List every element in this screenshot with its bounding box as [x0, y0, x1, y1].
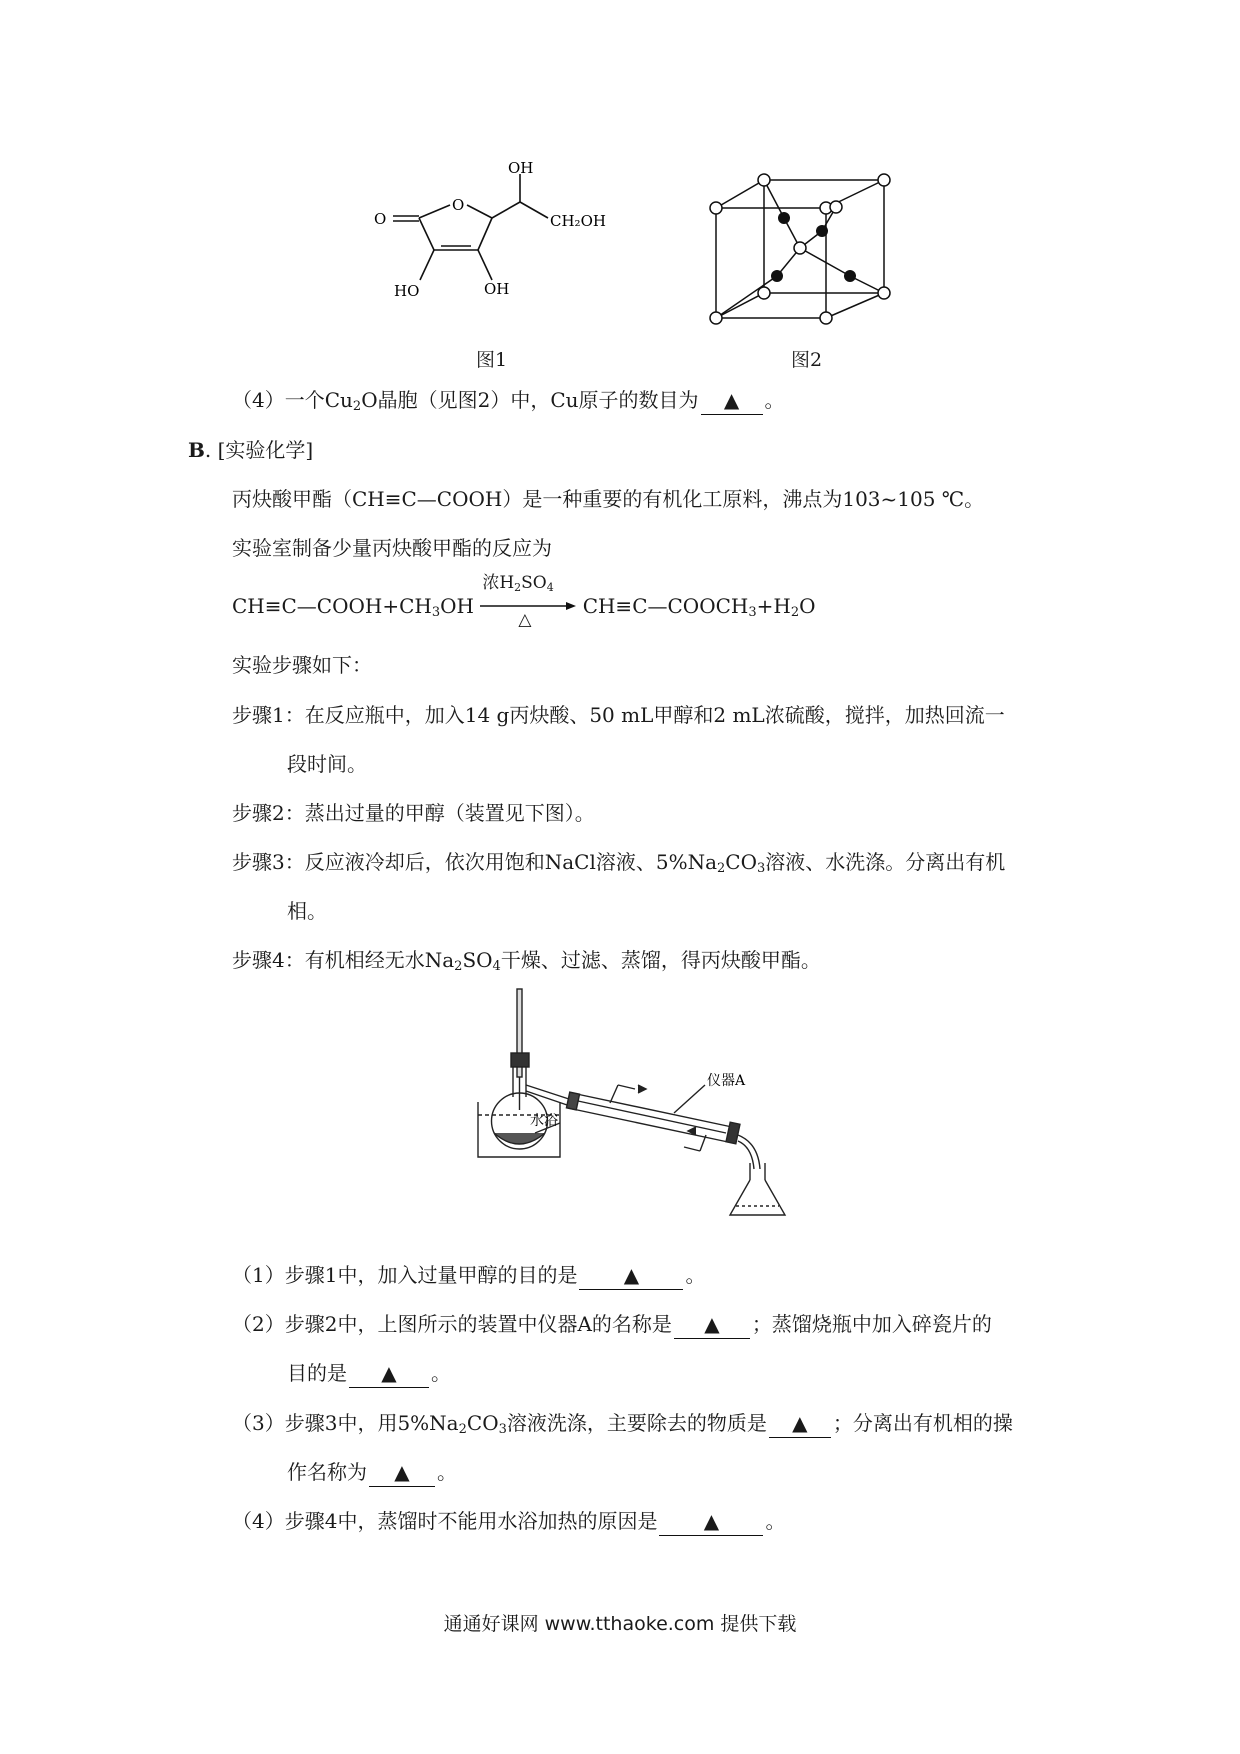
page-footer: 通通好课网 www.tthaoke.com 提供下载: [443, 1613, 797, 1635]
reaction-condition-top: 浓$H_2SO_4$: [482, 573, 554, 594]
fig1-label-carbonyl-o: O: [374, 210, 387, 228]
answer-blank[interactable]: ▲: [701, 386, 763, 415]
answer-blank[interactable]: ▲: [349, 1359, 429, 1388]
question-2-line-1: （2）步骤2中，上图所示的装置中仪器A的名称是 ▲ ；蒸馏烧瓶中加入碎瓷片的: [232, 1310, 992, 1339]
question-4-cu2o: （4）一个$Cu_2O$晶胞（见图2）中，Cu原子的数目为 ▲ 。: [232, 388, 785, 414]
answer-blank[interactable]: ▲: [674, 1310, 750, 1339]
fig1-label-ch2oh: CH₂OH: [550, 212, 606, 230]
fig1-label-ring-o: O: [452, 196, 465, 214]
answer-blank[interactable]: ▲: [769, 1409, 831, 1438]
answer-blank[interactable]: ▲: [369, 1458, 435, 1487]
question-4-distillation: （4）步骤4中，蒸馏时不能用水浴加热的原因是 ▲ 。: [232, 1507, 785, 1536]
fig1-label-oh-top: OH: [508, 160, 534, 177]
intro-line-2: 实验室制备少量丙炔酸甲酯的反应为: [232, 536, 552, 560]
section-b-heading: B. [实验化学]: [188, 438, 314, 462]
answer-blank[interactable]: ▲: [659, 1507, 763, 1536]
question-2-line-2: 目的是 ▲ 。: [287, 1359, 451, 1388]
step-1-line-1: 步骤1：在反应瓶中，加入14 g丙炔酸、50 mL甲醇和2 mL浓硫酸，搅拌，加热回流一: [232, 703, 1005, 727]
step-3-line-1: 步骤3：反应液冷却后，依次用饱和NaCl溶液、$5\%Na_2CO_3$溶液、水洗涤。分离出有机: [232, 850, 1006, 876]
step-2: 步骤2：蒸出过量的甲醇（装置见下图）。: [232, 801, 595, 825]
answer-blank[interactable]: ▲: [579, 1261, 683, 1290]
reaction-equation: $CH\equiv C—COOH+CH_3OH$ 浓$H_2SO_4$ △ $CH\equiv C—COOCH_3+H_2O$: [232, 592, 816, 627]
question-3-line-2: 作名称为 ▲ 。: [287, 1458, 457, 1487]
figure-2-caption: 图2: [791, 349, 823, 371]
label-water-bath: 水浴: [530, 1113, 558, 1129]
reaction-arrow: [480, 573, 576, 630]
fig1-label-ho-left: HO: [394, 282, 420, 300]
question-3-line-1: （3）步骤3中，用$5\%Na_2CO_3$溶液洗涤，主要除去的物质是 ▲ ；分离出有机相的操: [232, 1411, 1013, 1437]
distillation-apparatus: [460, 985, 820, 1217]
reaction-condition-bottom: △: [518, 610, 532, 630]
step-3-line-2: 相。: [287, 899, 327, 923]
step-1-line-2: 段时间。: [287, 752, 367, 776]
step-4: 步骤4：有机相经无水$Na_2SO_4$干燥、过滤、蒸馏，得丙炔酸甲酯。: [232, 948, 821, 974]
figure-1-caption: 图1: [476, 349, 508, 371]
steps-title: 实验步骤如下：: [232, 653, 372, 677]
intro-line-1: 丙炔酸甲酯（CH≡C—COOH）是一种重要的有机化工原料，沸点为103~105 ℃。: [232, 487, 985, 511]
question-1: （1）步骤1中，加入过量甲醇的目的是 ▲ 。: [232, 1261, 705, 1290]
label-instrument-a: 仪器A: [707, 1073, 746, 1089]
figure-2-unit-cell: [700, 168, 900, 328]
fig1-label-oh-right: OH: [484, 280, 510, 298]
figure-1-structure: [370, 160, 650, 335]
